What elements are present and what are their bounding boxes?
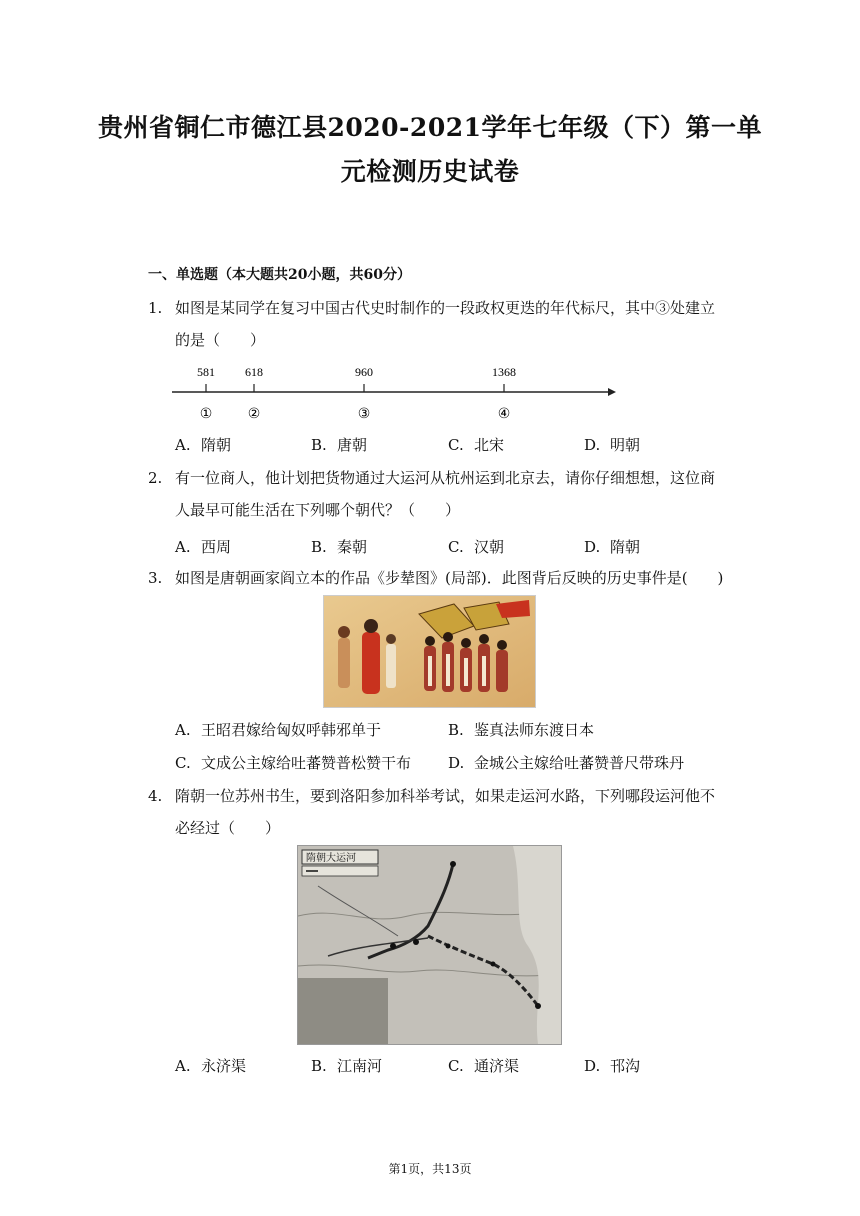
- question-text: 隋朝一位苏州书生，要到洛阳参加科举考试，如果走运河水路，下列哪段运河他不必经过（ ）: [175, 787, 716, 837]
- option-b[interactable]: B. 鉴真法师东渡日本: [448, 721, 595, 739]
- option-b[interactable]: B. 唐朝: [311, 436, 368, 454]
- question-2: [148, 462, 728, 526]
- option-c[interactable]: C. 汉朝: [448, 538, 505, 556]
- option-d[interactable]: D. 邗沟: [584, 1057, 641, 1075]
- circle-mark: ③: [357, 406, 371, 422]
- tick-1368: [492, 365, 516, 422]
- option-a[interactable]: A. 西周: [175, 538, 232, 556]
- question-text: 如图是唐朝画家阎立本的作品《步辇图》(局部)．此图背后反映的历史事件是( ): [175, 569, 724, 587]
- question-1: [148, 292, 728, 356]
- page-title-line1: 贵州省铜仁市德江县2020-2021学年七年级（下）第一单: [97, 113, 763, 142]
- circle-mark: ④: [497, 406, 511, 422]
- canal-map-image: [297, 845, 562, 1045]
- year-label: 581: [197, 365, 215, 379]
- option-c[interactable]: C. 北宋: [448, 436, 505, 454]
- page-footer: 第1页，共13页: [388, 1162, 472, 1176]
- question-number: 1.: [148, 299, 163, 317]
- question-number: 3.: [148, 569, 163, 587]
- year-label: 618: [245, 365, 263, 379]
- question-number: 4.: [148, 787, 163, 805]
- year-label: 1368: [492, 365, 516, 379]
- year-label: 960: [355, 365, 373, 379]
- question-text: 如图是某同学在复习中国古代史时制作的一段政权更迭的年代标尺，其中③处建立的是（ ）: [175, 299, 716, 349]
- option-a[interactable]: A. 隋朝: [175, 436, 232, 454]
- option-c[interactable]: C. 文成公主嫁给吐蕃赞普松赞干布: [175, 754, 412, 772]
- tick-960: [355, 365, 373, 422]
- tick-618: [245, 365, 263, 422]
- painting-image: [323, 595, 536, 708]
- section-heading: 一、单选题（本大题共20小题，共60分）: [148, 267, 411, 283]
- map-title: 隋朝大运河: [306, 853, 356, 864]
- question-number: 2.: [148, 469, 163, 487]
- option-d[interactable]: D. 金城公主嫁给吐蕃赞普尺带珠丹: [448, 754, 685, 772]
- option-c[interactable]: C. 通济渠: [448, 1057, 520, 1075]
- option-d[interactable]: D. 隋朝: [584, 538, 641, 556]
- option-b[interactable]: B. 江南河: [311, 1057, 383, 1075]
- circle-mark: ①: [199, 406, 213, 422]
- option-a[interactable]: A. 王昭君嫁给匈奴呼韩邪单于: [175, 721, 382, 739]
- timeline-ruler: [170, 360, 620, 426]
- option-a[interactable]: A. 永济渠: [175, 1057, 247, 1075]
- page-title-line2: 元检测历史试卷: [340, 157, 520, 186]
- question-text: 有一位商人，他计划把货物通过大运河从杭州运到北京去，请你仔细想想，这位商人最早可能生活在下列哪个朝代？（ ）: [175, 469, 716, 519]
- circle-mark: ②: [247, 406, 261, 422]
- option-d[interactable]: D. 明朝: [584, 436, 641, 454]
- question-3: [148, 562, 728, 594]
- timeline-arrow: [608, 388, 616, 396]
- tick-581: [197, 365, 215, 422]
- option-b[interactable]: B. 秦朝: [311, 538, 368, 556]
- question-4: [148, 780, 728, 844]
